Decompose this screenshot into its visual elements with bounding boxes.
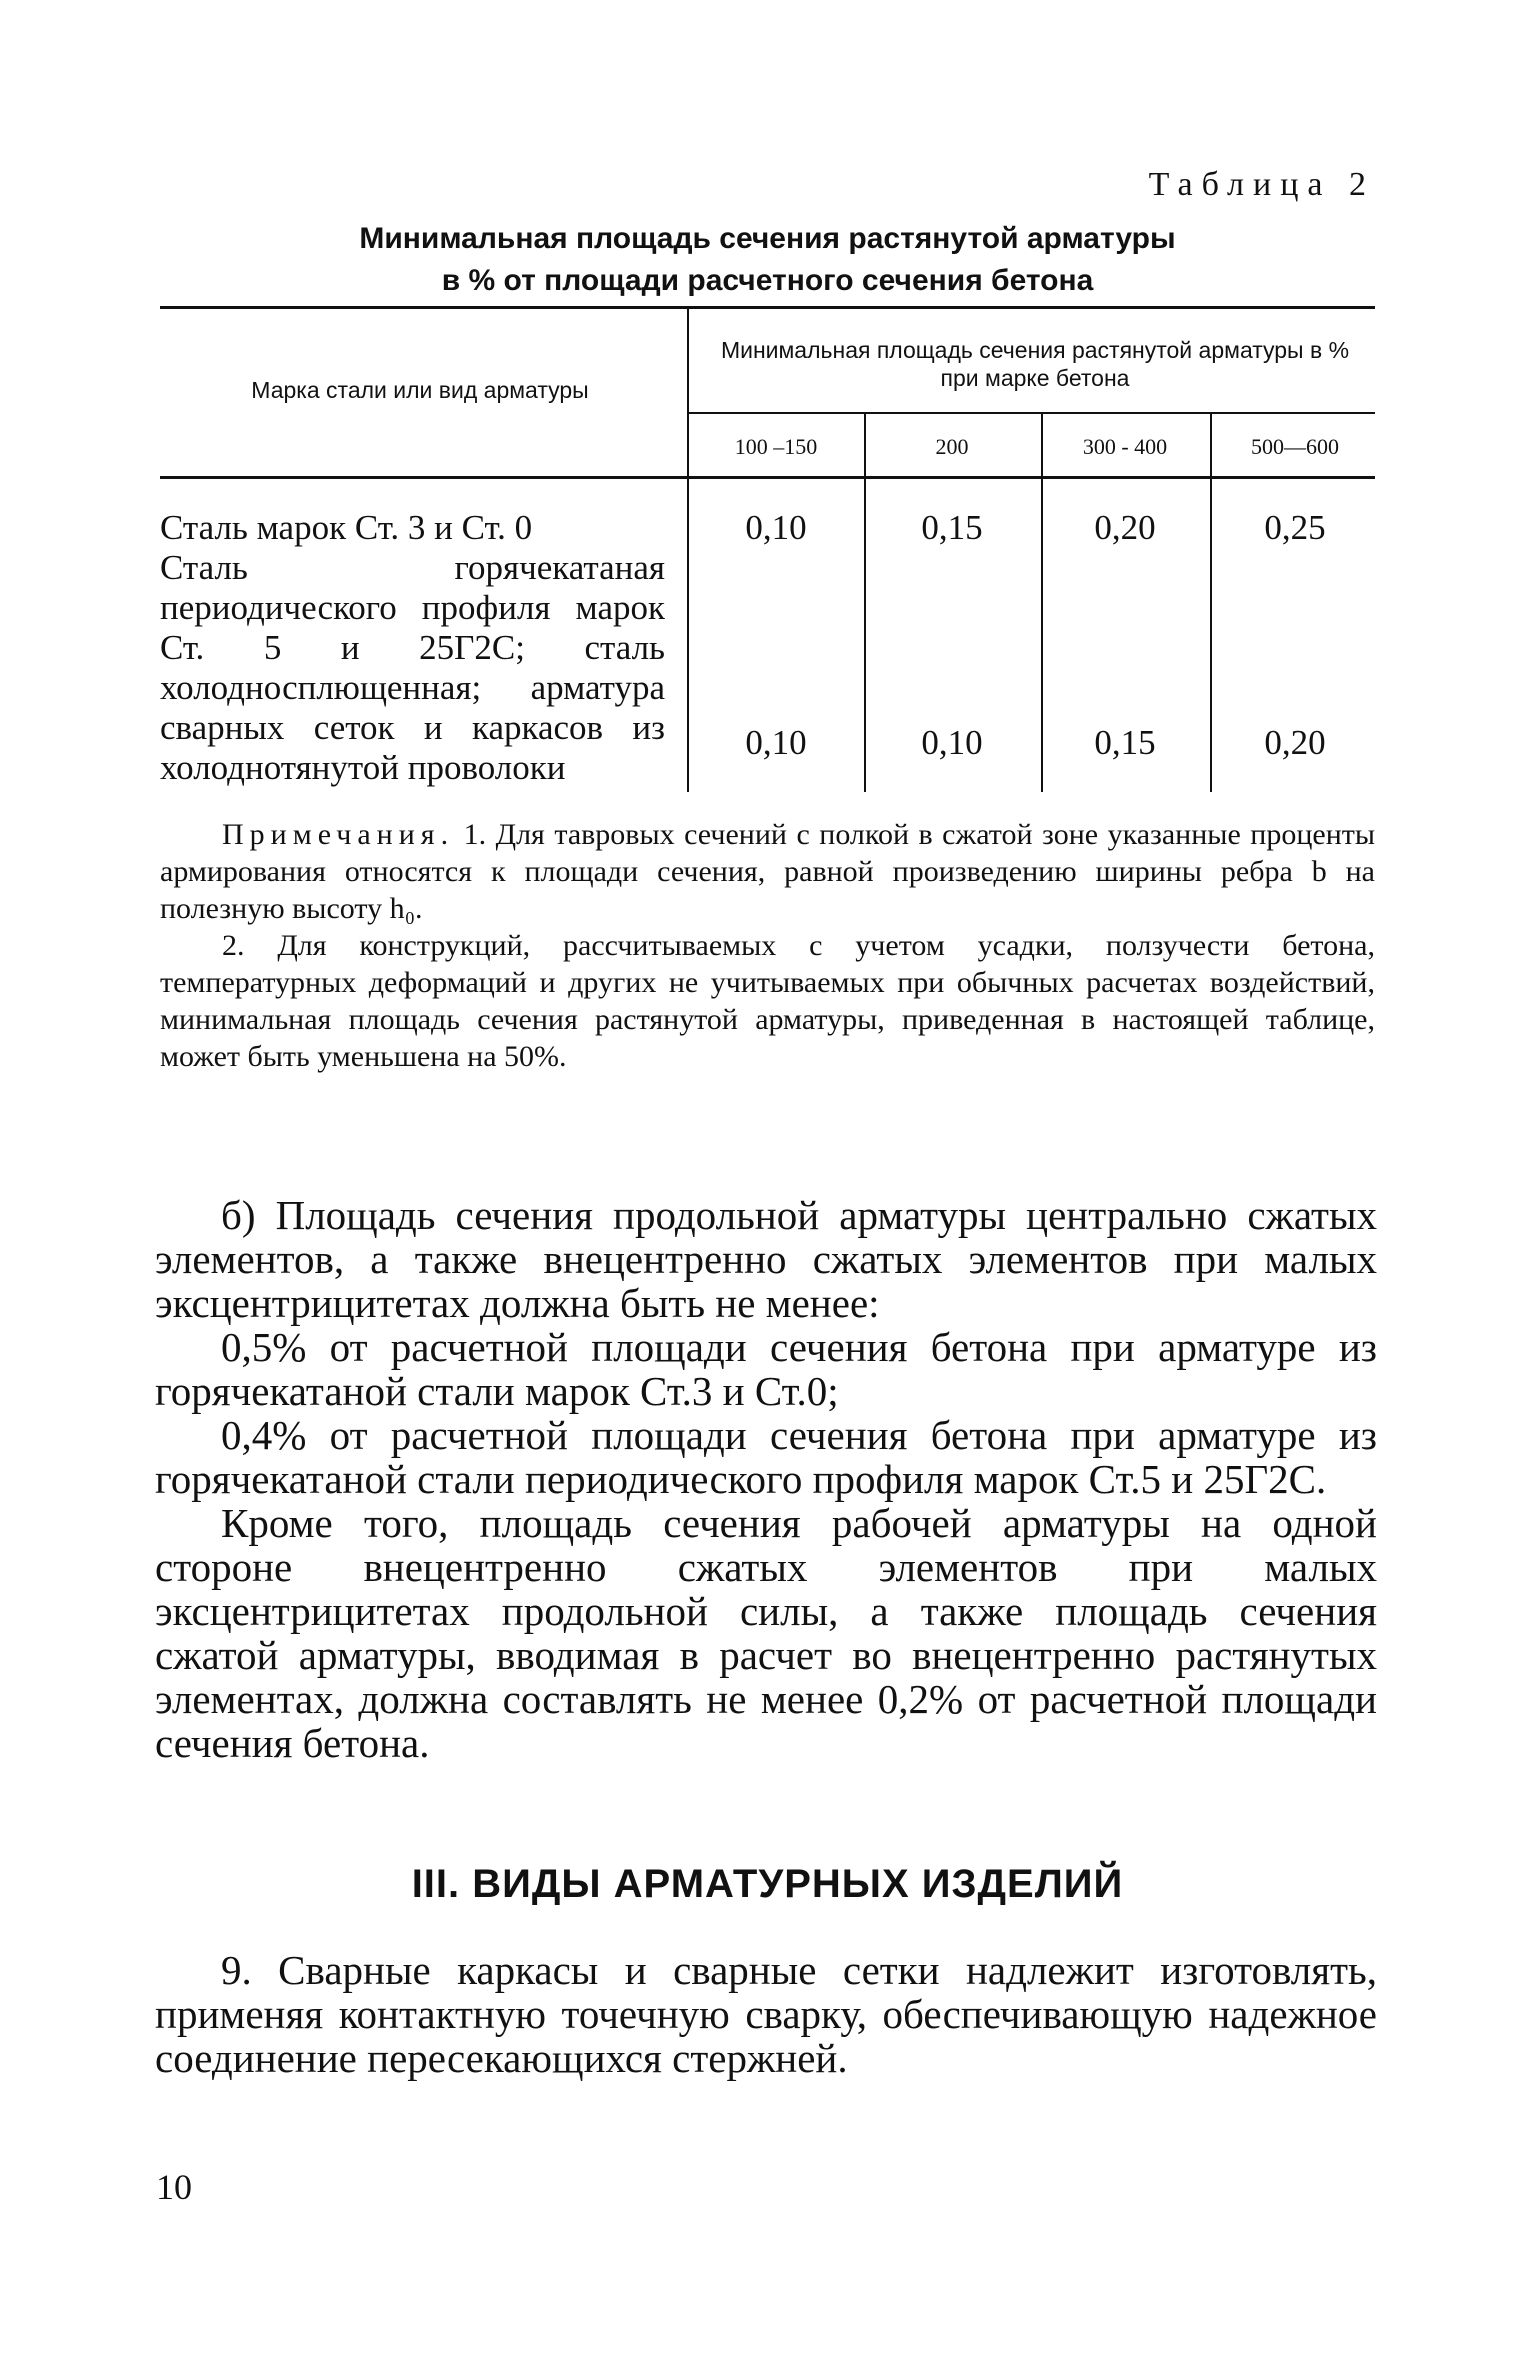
table-notes [160, 816, 1375, 1075]
caption-line-1: Минимальная площадь сечения растянутой арматуры [359, 222, 1176, 255]
note-1-text: 1. Для тавровых сечений с полкой в сжатой зоне указанные проценты армирования относятся к площади сечения, равной произведению ширины ребра b на полезную высоту h₀. [160, 818, 1376, 925]
table-label: Таблица 2 [1148, 166, 1375, 203]
cell-r1-c1: 0,10 [745, 508, 807, 547]
col-divider-1 [864, 414, 866, 792]
page-number: 10 [156, 2167, 192, 2207]
cell-r2-c3: 0,15 [1094, 723, 1156, 762]
cell-r1-c4: 0,25 [1264, 508, 1326, 547]
header-mid-rule [688, 412, 1375, 414]
paragraph-b: б) Площадь сечения продольной арматуры центрально сжатых элементов, а также внецентренно сжатых элементов при малых эксцентрицитетах должна быть не менее: [155, 1192, 1377, 1326]
grade-header-1: 100 –150 [734, 434, 818, 459]
header-left: Марка стали или вид арматуры [251, 377, 589, 403]
paragraph-0-5: 0,5% от расчетной площади сечения бетона при арматуре из горячекатаной стали марок Ст.3 и Ст.0; [155, 1324, 1377, 1414]
paragraph-9-block [155, 1948, 1377, 2080]
table-caption [160, 218, 1375, 302]
row-labels [160, 508, 665, 788]
note-1 [160, 816, 1375, 927]
caption-line-2: в % от площади расчетного сечения бетона [441, 264, 1094, 297]
row-label-1: Сталь марок Ст. 3 и Ст. 0 [160, 508, 533, 547]
table-top-rule [160, 306, 1375, 309]
paragraph-besides: Кроме того, площадь сечения рабочей арматуры на одной стороне внецентренно сжатых элементов при малых эксцентрицитетах продольной силы, а также площадь сечения сжатой арматуры, вводимая в расчет во внецентренно растянутых элементах, должна составлять не менее 0,2% от расчетной площади сечения бетона. [155, 1500, 1377, 1766]
note-2: 2. Для конструкций, рассчитываемых с учетом усадки, ползучести бетона, температурных деформаций и других не учитываемых при обычных расчетах воздействий, минимальная площадь сечения растянутой арматуры, приведенная в настоящей таблице, может быть уменьшена на 50%. [160, 929, 1375, 1073]
header-bottom-rule [160, 476, 1375, 479]
paragraph-0-4: 0,4% от расчетной площади сечения бетона при арматуре из горячекатаной стали периодического профиля марок Ст.5 и 25Г2С. [155, 1412, 1377, 1502]
cell-r2-c1: 0,10 [745, 723, 807, 762]
cell-r2-c4: 0,20 [1264, 723, 1326, 762]
row-label-2: Сталь горячекатаная периодического профиля марок Ст. 5 и 25Г2С; сталь холодносплющенная; арматура сварных сеток и каркасов из холоднотянутой проволоки [160, 548, 665, 787]
grade-header-4: 500—600 [1251, 434, 1339, 459]
body-text [155, 1193, 1377, 1765]
grade-header-3: 300 - 400 [1082, 434, 1168, 459]
cell-r2-c2: 0,10 [921, 723, 983, 762]
grade-header-2: 200 [935, 434, 969, 459]
header-right: Минимальная площадь сечения растянутой арматуры в % при марке бетона [720, 337, 1350, 391]
col-divider-main [687, 306, 689, 792]
section-title: III. ВИДЫ АРМАТУРНЫХ ИЗДЕЛИЙ [411, 1862, 1124, 1906]
cell-r1-c2: 0,15 [921, 508, 983, 547]
col-divider-2 [1041, 414, 1043, 792]
notes-title: Примечания. [222, 818, 455, 851]
data-table [160, 306, 1375, 794]
col-divider-3 [1210, 414, 1212, 792]
paragraph-9: 9. Сварные каркасы и сварные сетки надлежит изготовлять, применяя контактную точечную сварку, обеспечивающую надежное соединение пересекающихся стержней. [155, 1947, 1377, 2081]
cell-r1-c3: 0,20 [1094, 508, 1156, 547]
